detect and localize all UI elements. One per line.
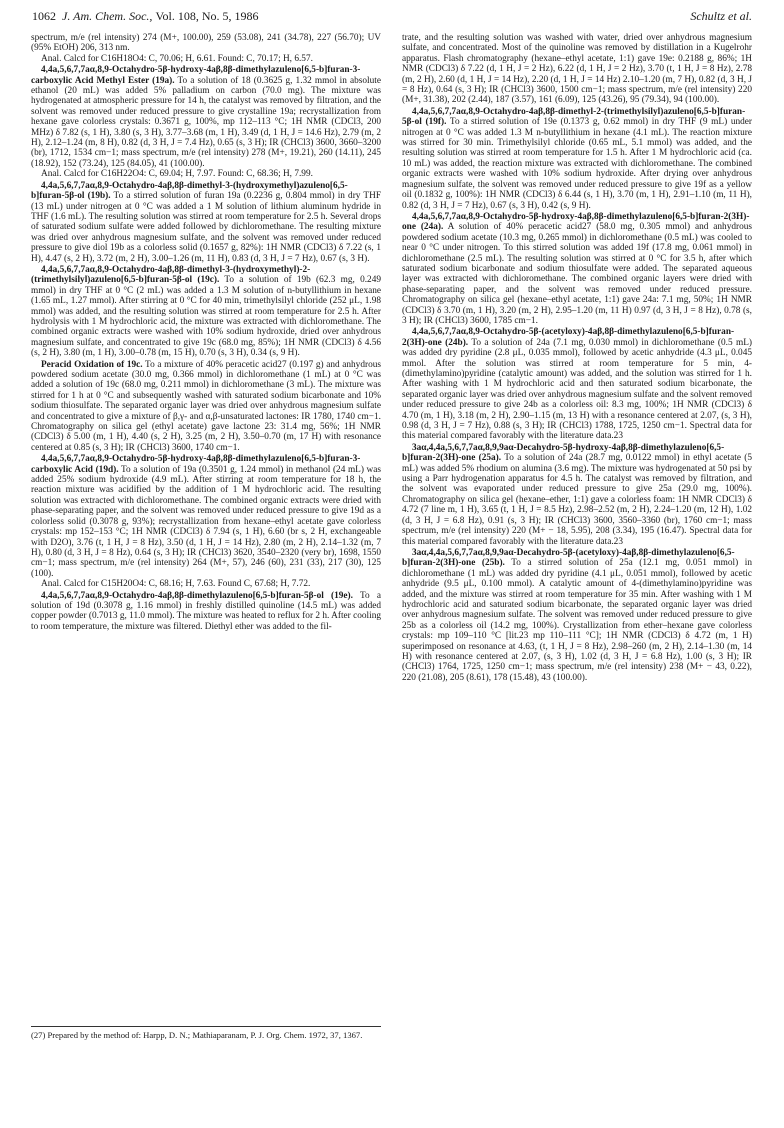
paragraph-text: To a solution of 18 (0.3625 g, 1.32 mmol in absolute ethanol (20 mL) was added 5% palladium on carbon (70.0 mg). The mixture was hydrogenated at atmospheric pressure for 14 h, the catalyst was removed by filtration, and the solvent was removed under reduced pressure to give crystalline 19a; recrystallization from hexane gave colorless crystals: 0.3671 g, 100%, mp 112–113 °C; 1H NMR (CDCl3, 200 MHz) δ 7.82 (s, 1 H), 3.80 (s, 3 H), 3.77–3.68 (m, 1 H), 3.49 (d, 1 H, J = 14.6 Hz), 2.79 (m, 2 H), 2.12–1.24 (m, 8 H), 0.82 (d, 3 H, J = 7.4 Hz), 0.65 (s, 3 H); IR (CHCl3) 3600, 3660–3200 (br), 1712, 1534 cm−1; mass spectrum, m/e (rel intensity) 278 (M+, 19.21), 260 (14.11), 245 (18.92), 152 (73.24), 125 (84.05), 41 (100.00). bbox=[31, 75, 381, 169]
left-paragraph bbox=[31, 591, 381, 633]
right-column bbox=[402, 33, 752, 683]
left-paragraph bbox=[31, 65, 381, 169]
paragraph-text: To a solution of 24a (7.1 mg, 0.030 mmol) in dichloromethane (0.5 mL) was added dry pyridine (2.8 μL, 0.035 mmol), followed by acetic anhydride (4.3 μL, 0.045 mmol. After the solution was stirred at room temperature for 5 min, 4-(dimethylamino)pyridine (catalytic amount) was added, and the solution was stirred for 1 h. After washing with 1 M hydrochloric acid and then saturated sodium bicarbonate, the separated organic layer was dried over anhydrous magnesium sulfate and the solvent removed under reduced pressure to give 24b as a colorless oil: 8.3 mg, 100%; 1H NMR (CDCl3) δ 4.70 (m, 1 H), 3.18 (m, 2 H), 2.90–1.15 (m, 13 H) with a resonance centered at 2.07, (s, 3 H), 0.98 (d, 3 H, J = 7 Hz), 0.88 (s, 3 H); IR (CHCl3) 1788, 1725, 1250 cm−1. Spectral data for this material compared favorably with the literature data.23 bbox=[402, 337, 752, 442]
paragraph-text: To a stirred solution of 25a (12.1 mg, 0.051 mmol) in dichloromethane (1 mL) was added dry pyridine (4.1 μL, 0.051 mmol), followed by acetic anhydride (9.5 μL, 0.100 mmol). A catalytic amount of 4-(dimethylamino)pyridine was added, and the mixture was stirred at room temperature for 35 min. After washing with 1 M hydrochloric acid and saturated sodium bicarbonate, the separated organic layer was dried over anhydrous magnesium sulfate. The solvent was removed under reduced pressure to give 25b as a colorless oil (14.2 mg, 100%). Crystallization from ether–hexane gave colorless crystals: mp 109–110 °C [lit.23 mp 110–111 °C]; 1H NMR (CDCl3) δ 4.72 (m, 1 H) superimposed on resonance at 4.63, (t, 1 H, J = 8 Hz), 2.98–260 (m, 2 H), 2.14–1.30 (m, 14 H) with resonance centered at 2.07, (s, 3 H), 1.02 (d, 3 H, J = 6.8 Hz), 1.00 (s, 3 H); IR (CHCl3) 1764, 1725, 1250 cm−1; mass spectrum, m/e (rel intensity) 238 (M+ − 43, 0.22), 220 (21.08), 205 (8.61), 178 (15.48), 43 (100.00). bbox=[402, 558, 752, 683]
paragraph-text: spectrum, m/e (rel intensity) 274 (M+, 100.00), 259 (53.08), 241 (34.78), 227 (56.70); UV (95% EtOH) 206, 313 nm. bbox=[31, 33, 381, 54]
paragraph-text: To a stirred solution of furan 19a (0.2236 g, 0.804 mmol) in dry THF (13 mL) under nitrogen at 0 °C was added a 1 M solution of lithium aluminum hydride in THF (1.6 mL). The resulting solution was stirred at room temperature for 2.5 h. Several drops of saturated sodium sulfate were added followed by dichloromethane. The resulting mixture was dried over anhydrous magnesium sulfate, and the solvent was removed under reduced pressure to give diol 19b as a colorless solid (0.1657 g, 82%): 1H NMR (CDCl3) δ 7.22 (s, 1 H), 4.47 (s, 2 H), 3.72 (m, 2 H), 3.00–1.26 (m, 11 H), 0.83 (d, 3 H, J = 7 Hz), 0.67 (s, 3 H). bbox=[31, 191, 381, 264]
left-paragraph bbox=[31, 579, 381, 589]
journal-name: J. Am. Chem. Soc., bbox=[62, 9, 153, 23]
compound-title: 4,4a,5,6,7,7aα,8,9-Octahydro-5β-(acetyloxy)-4aβ,8β-dimethylazuleno[6,5-b]furan-2(3H)-one (24b). bbox=[402, 327, 735, 348]
right-paragraph bbox=[402, 327, 752, 441]
footnote-divider bbox=[31, 1026, 381, 1027]
paragraph-text: Anal. Calcd for C16H22O4: C, 69.04; H, 7.97. Found: C, 68.36; H, 7.99. bbox=[41, 169, 313, 180]
right-paragraph bbox=[402, 443, 752, 547]
paragraph-text: A solution of 40% peracetic acid27 (58.0 mg, 0.305 mmol) and anhydrous powdered sodium acetate (10.3 mg, 0.265 mmol) in dichloromethane (0.5 mL) was cooled to near 0 °C under nitrogen. To this stirred solution was added 19f (17.8 mg, 0.061 mmol) in dichloromethane (2.5 mL). The resulting solution was stirred at 0 °C for 3.5 h, after which saturated sodium bicarbonate and sodium thiosulfate were added. The separated aqueous layer was extracted with dichloromethane. The combined organic layers were dried with phase-separating paper, and the solvent was removed under reduced pressure. Chromatography on silica gel (hexane–ethyl acetate, 1:1) gave 24a: 7.1 mg, 50%; 1H NMR (CDCl3) δ 3.70 (m, 1 H), 3.20 (m, 2 H), 2.95–1.20 (m, 11 H) 0.97 (d, 3 H, J = 8 Hz), 0.78 (s, 3 H); IR (CHCl3) 3600, 1785 cm−1. bbox=[402, 222, 753, 326]
compound-title: 4,4a,5,6,7,7aα,8,9-Octahydro-4aβ,8β-dimethyl-2-(trimethylsilyl)azuleno[6,5-b]furan-5β-ol (19f). bbox=[402, 106, 746, 128]
paragraph-text: To a solution of 19d (0.3078 g, 1.16 mmol) in freshly distilled quinoline (14.5 mL) was added copper powder (0.7013 g, 11.0 mmol). The mixture was heated to reflux for 2 h. After cooling to room temperature, the mixture was filtered. Diethyl ether was added to the fil- bbox=[31, 590, 381, 632]
left-paragraph bbox=[31, 33, 381, 54]
compound-title: 3aα,4,4a,5,6,7,7aα,8,9,9aα-Decahydro-5β-hydroxy-4aβ,8β-dimethylazuleno[6,5-b]furan-2(3H)-one (25a). bbox=[402, 442, 725, 464]
compound-title: 4,4a,5,6,7,7aα,8,9-Octahydro-4aβ,8β-dimethylazuleno[6,5-b]furan-5β-ol (19e). bbox=[41, 590, 353, 601]
left-paragraph bbox=[31, 169, 381, 179]
compound-title: 4,4a,5,6,7,7aα,8,9-Octahydro-5β-hydroxy-4aβ,8β-dimethylazuleno[6,5-b]furan-3-carboxylic Acid (19d). bbox=[31, 454, 361, 475]
paragraph-text: To a solution of 24a (28.7 mg, 0.0122 mmol) in ethyl acetate (5 mL) was added 5% rhodium on alumina (3.6 mg). The mixture was hydrogenated at 50 psi by using a Parr hydrogenation apparatus for 4.5 h. The catalyst was removed by filtration, and the solvent was evaporated under reduced pressure to give 25a (29.0 mg, 100%). Chromatography on silica gel (hexane–ether, 1:1) gave a colorless foam: 1H NMR CDCl3) δ 4.72 (7 line m, 1 H), 3.65 (t, 1 H, J = 8.5 Hz), 2.98–2.52 (m, 2 H), 2.24–1.20 (m, 12 H), 1.02 (d, 3 H, J = 6.8 Hz), 0.91 (s, 3 H); IR (CHCl3) 3600, 3560–3360 (br), 1760 cm−1; mass spectrum, m/e (rel intensity) 220 (M+ − 18, 5.95), 208 (3.34), 195 (16.47). Spectral data for this material compared favorably with the literature data.23 bbox=[402, 453, 752, 547]
compound-title: 4,4a,5,6,7,7aα,8,9-Octahydro-5β-hydroxy-4aβ,8β-dimethylazuleno[6,5-b]furan-3-carboxylic Acid Methyl Ester (19a). bbox=[31, 65, 361, 86]
footnote-27: (27) Prepared by the method of: Harpp, D. N.; Mathiaparanam, P. J. Org. Chem. 1972, 37, 1367. bbox=[31, 1030, 363, 1040]
paragraph-text: To a mixture of 40% peracetic acid27 (0.197 g) and anhydrous powdered sodium acetate (30.0 mg, 0.366 mmol) in dichloromethane (1 mL) at 0 °C was added a solution of 19c (68.0 mg, 0.211 mmol) in dichloromethane (3 mL). The mixture was stirred for 1 h at 0 °C and subsequently washed with saturated sodium bicarbonate and 10% sodium thiosulfate. The separated organic layer was dried over anhydrous magnesium sulfate and concentrated to give a mixture of β,γ- and α,β-unsaturated lactones: IR 1780, 1740 cm−1. Chromatography on silica gel (ethyl acetate) gave lactone 23: 31.4 mg, 56%; 1H NMR (CDCl3) δ 5.00 (m, 1 H), 4.40 (s, 2 H), 3.25 (m, 2 H), 3.50–0.70 (m, 17 H) with resonance centered at 0.85 (s, 3 H); IR (CHCl3) 3600, 1740 cm−1. bbox=[31, 359, 381, 453]
journal-citation bbox=[62, 8, 259, 24]
compound-title: 4,4a,5,6,7,7aα,8,9-Octahydro-4aβ,8β-dimethyl-3-(hydroxymethyl)azuleno[6,5-b]furan-5β-ol (19b). bbox=[31, 180, 348, 202]
paragraph-text: To a solution of 19b (62.3 mg, 0.249 mmol) in dry THF at 0 °C (2 mL) was added a 1.3 M solution of n-butyllithium in hexane (1.65 mL, 1.27 mmol). After stirring at 0 °C for 40 min, trimethylsilyl chloride (252 μL, 1.98 mmol) was added, and the resulting solution was stirred at room temperature for 2.5 h. After hydrolysis with 1 M hydrochloric acid, the mixture was extracted with dichloromethane. The combined organic extracts were washed with 10% sodium hydroxide, dried over anhydrous magnesium sulfate, and concentrated to give 19c (68.0 mg, 85%); 1H NMR (CDCl3) δ 4.56 (s, 2 H), 3.80 (m, 1 H), 3.00–0.78 (m, 15 H), 0.70 (s, 3 H), 0.34 (s, 9 H). bbox=[31, 275, 381, 359]
left-paragraph bbox=[31, 181, 381, 264]
page-number: 1062 bbox=[32, 9, 56, 23]
right-paragraph bbox=[402, 212, 752, 326]
compound-title: 3aα,4,4a,5,6,7,7aα,8,9,9aα-Decahydro-5β-(acetyloxy)-4aβ,8β-dimethylazuleno[6,5-b]furan-2(3H)-one (25b). bbox=[402, 547, 735, 569]
left-column bbox=[31, 33, 381, 632]
right-paragraph bbox=[402, 33, 752, 106]
paragraph-text: To a stirred solution of 19e (0.1373 g, 0.62 mmol) in dry THF (9 mL) under nitrogen at 0 °C was added 1.3 M n-butyllithium in hexane (4.1 mL). The reaction mixture was stirred for 30 min. Trimethylsilyl chloride (0.65 mL, 5.1 mmol) was added, and the resulting solution was stirred at room temperature for 1.5 h. After 1 M hydrochloric acid (ca. 10 mL) was added, the reaction mixture was extracted with dichloromethane. The combined organic extracts were washed with 10% sodium hydroxide. After drying over anhydrous magnesium sulfate, the solvent was removed under reduced pressure to give 19f as a yellow oil (0.1832 g, 100%): 1H NMR (CDCl3) δ 6.44 (s, 1 H), 3.70 (m, 1 H), 2.91–1.10 (m, 11 H), 0.82 (d, 3 H, J = 7 Hz), 0.67 (s, 3 H), 0.42 (s, 9 H). bbox=[402, 117, 752, 211]
author-running-head: Schultz et al. bbox=[690, 9, 752, 23]
paragraph-text: Anal. Calcd for C15H20O4: C, 68.16; H, 7.63. Found C, 67.68; H, 7.72. bbox=[41, 579, 311, 590]
left-paragraph bbox=[31, 454, 381, 579]
right-paragraph bbox=[402, 548, 752, 683]
left-paragraph bbox=[31, 54, 381, 64]
paragraph-text: trate, and the resulting solution was washed with water, dried over anhydrous magnesium sulfate, and concentrated. Most of the quinoline was removed by distillation in a Kugelrohr apparatus. Flash chromatography (hexane–ethyl acetate, 1:1) gave 19e: 0.2188 g, 86%; 1H NMR (CDCl3) δ 7.22 (d, 1 H, J = 2 Hz), 6.22 (d, 1 H, J = 2 Hz), 3.70 (t, 1 H, J = 8 Hz), 2.78 (m, 2 H), 2.60 (d, 1 H, J = 14 Hz), 2.20 (d, 1 H, J = 14 Hz) 2.10–1.20 (m, 7 H), 0.82 (d, 3 H, J = 8 Hz), 0.64 (s, 3 H); IR (CHCl3) 3600, 1500 cm−1; mass spectrum, m/e (rel intensity) 220 (M+, 31.38), 202 (2.44), 187 (3.57), 161 (6.09), 125 (43.26), 95 (79.34), 94 (100.00). bbox=[402, 33, 752, 106]
left-paragraph bbox=[31, 265, 381, 359]
compound-title: Peracid Oxidation of 19c. bbox=[41, 359, 143, 370]
running-header bbox=[32, 8, 752, 24]
journal-volume: Vol. 108, No. 5, 1986 bbox=[155, 9, 259, 23]
compound-title: 4,4a,5,6,7,7aα,8,9-Octahydro-4aβ,8β-dimethyl-3-(hydroxymethyl)-2-(trimethylsilyl)azuleno[6,5-b]furan-5β-ol (19c). bbox=[31, 264, 311, 286]
right-paragraph bbox=[402, 107, 752, 211]
left-paragraph bbox=[31, 360, 381, 454]
paragraph-text: Anal. Calcd for C16H18O4: C, 70.06; H, 6.61. Found: C, 70.17; H, 6.57. bbox=[41, 53, 313, 64]
paragraph-text: To a solution of 19a (0.3501 g, 1.24 mmol) in methanol (24 mL) was added 25% sodium hydroxide (4.9 mL). After stirring at room temperature for 18 h, the reaction mixture was acidified by the addition of 1 M hydrochloric acid. The resulting solution was extracted with dichloromethane. The combined organic extracts were dried with phase-separating paper, and the solvent was removed under reduced pressure to give 19d as a colorless solid (0.3078 g, 93%); recrystallization from hexane–ethyl acetate gave colorless crystals: mp 152–153 °C; 1H NMR (CDCl3) δ 7.94 (s, 1 H), 6.60 (br s, 2 H, exchangeable with D2O), 3.76 (t, 1 H, J = 8 Hz), 3.50 (d, 1 H, J = 14 Hz), 2.80 (m, 2 H), 2.14–1.32 (m, 7 H), 0.80 (d, 3 H, J = 8 Hz), 0.64 (s, 3 H); IR (CHCl3) 3620, 3540–2320 (very br), 1698, 1550 cm−1; mass spectrum, m/e (rel intensity) 264 (M+, 57), 246 (60), 231 (33), 217 (30), 125 (100). bbox=[31, 464, 382, 579]
compound-title: 4,4a,5,6,7,7aα,8,9-Octahydro-5β-hydroxy-4aβ,8β-dimethylazuleno[6,5-b]furan-2(3H)-one (24a). bbox=[402, 211, 750, 233]
